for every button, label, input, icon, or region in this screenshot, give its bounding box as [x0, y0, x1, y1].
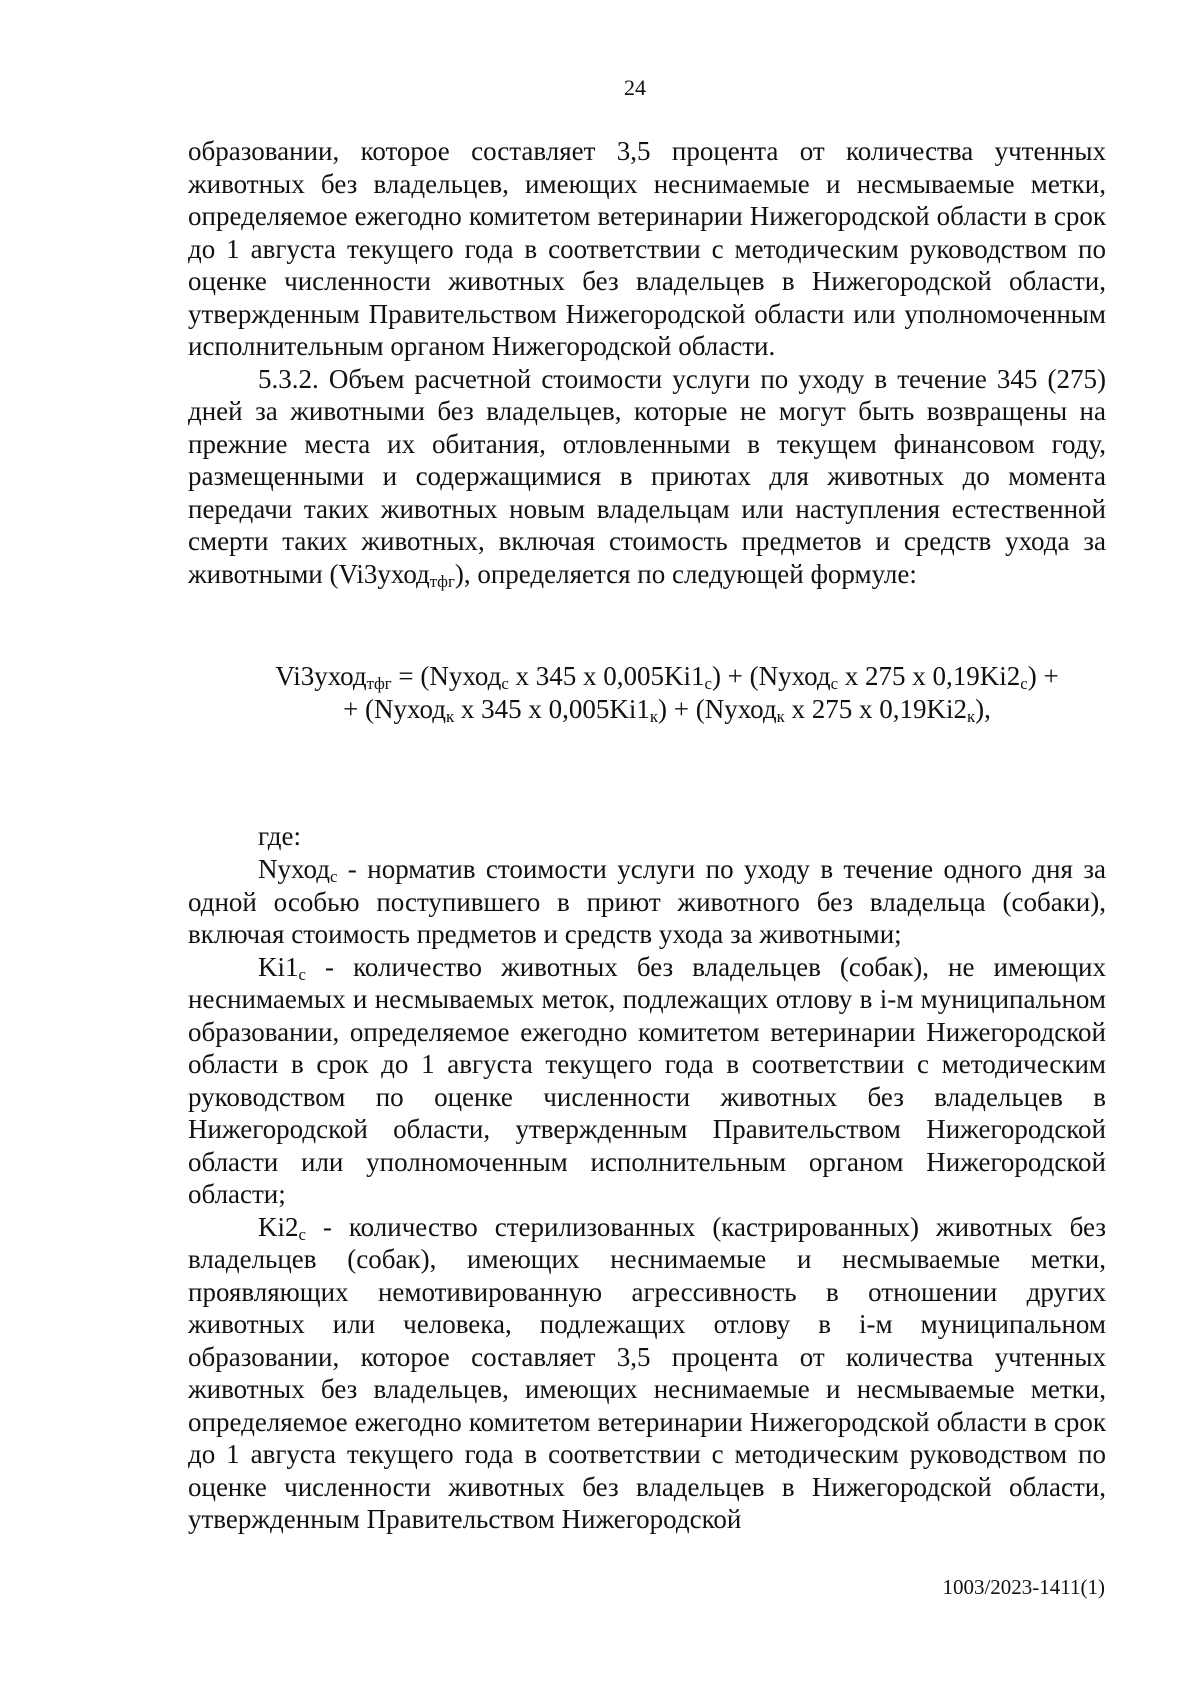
formula-subscript: к — [649, 706, 658, 726]
formula-subscript: к — [445, 706, 455, 726]
formula-part: ) + (Nуход — [711, 661, 831, 691]
definition-ki1 — [188, 951, 1106, 1211]
definition-term: Nуход — [258, 854, 330, 884]
formula-part: ), — [975, 693, 991, 724]
formula-line-1 — [188, 660, 1106, 693]
definition-nuhod — [188, 853, 1106, 951]
formula-part: х 345 х 0,005Ki1 — [508, 661, 705, 691]
paragraph-5-3-2-subscript: тфг — [429, 571, 455, 591]
paragraph-5-3-2 — [188, 363, 1106, 591]
top-text-block — [188, 135, 1106, 590]
definition-subscript: с — [298, 964, 306, 984]
formula-part: ) + (Nуход — [658, 693, 777, 724]
formula-part: х 275 х 0,19Ki2 — [784, 693, 968, 724]
paragraph-continuation: образовании, которое составляет 3,5 процента от количества учтенных животных без владельцев, имеющих неснимаемые и несмываемые метки, определяемое ежегодно комитетом ветеринарии Нижегородской области в срок до 1 августа текущего года в соответствии с методическим руководством по оценке численности животных без владельцев в Нижегородской области, утвержденным Правительством Нижегородской области или уполномоченным исполнительным органом Нижегородской области. — [188, 136, 1106, 361]
paragraph-5-3-2-text: 5.3.2. Объем расчетной стоимости услуги по уходу в течение 345 (275) дней за животными без владельцев, которые не могут быть возвращены на прежние места их обитания, отловленными в текущем финансовом году, размещенными и содержащимися в приютах для животных до момента передачи таких животных новым владельцам или наступления естественной смерти таких животных, включая стоимость предметов и средств ухода за животными (Vi3уход — [188, 363, 1106, 589]
definition-term: Ki2 — [258, 1211, 299, 1242]
formula-subscript: к — [776, 706, 785, 726]
formula-part: = (Nуход — [391, 661, 502, 691]
formula-subscript: с — [1020, 674, 1028, 694]
document-code: 1003/2023-1411(1) — [942, 1575, 1105, 1599]
formula-subscript: с — [501, 674, 509, 694]
formula-part: х 345 х 0,005Ki1 — [454, 693, 650, 724]
formula-part: ) + — [1027, 661, 1059, 691]
formula-subscript: к — [967, 706, 976, 726]
definition-subscript: с — [298, 1224, 306, 1244]
definition-text: - количество животных без владельцев (собак), не имеющих неснимаемых и несмываемых меток, подлежащих отлову в i-м муниципальном образовании, определяемое ежегодно комитетом ветеринарии Нижегородской области в срок до 1 августа текущего года в соответствии с методическим руководством по оценке численности животных без владельцев в Нижегородской области, утвержденным Правительством Нижегородской области или уполномоченным исполнительным органом Нижегородской области; — [188, 951, 1106, 1209]
paragraph-5-3-2-tail: ), определяется по следующей формуле: — [454, 558, 917, 589]
formula-block — [188, 660, 1106, 725]
formula-subscript: тфг — [366, 674, 392, 694]
definition-ki2 — [188, 1211, 1106, 1536]
definition-term: Ki1 — [258, 951, 299, 982]
definition-text: - количество стерилизованных (кастрированных) животных без владельцев (собак), имеющих неснимаемые и несмываемые метки, проявляющих немотивированную агрессивность в отношении других животных или человека, подлежащих отлову в i-м муниципальном образовании, которое составляет 3,5 процента от количества учтенных животных без владельцев, имеющих неснимаемые и несмываемые метки, определяемое ежегодно комитетом ветеринарии Нижегородской области в срок до 1 августа текущего года в соответствии с методическим руководством по оценке численности животных без владельцев в Нижегородской области, утвержденным Правительством Нижегородской — [188, 1211, 1106, 1534]
where-label: где: — [258, 821, 301, 851]
formula-part: Vi3уход — [275, 661, 367, 691]
page-number: 24 — [624, 75, 646, 100]
definition-text: - норматив стоимости услуги по уходу в течение одного дня за одной особью поступившего в приют животного без владельца (собаки), включая стоимость предметов и средств ухода за животными; — [188, 854, 1106, 949]
definitions-block — [188, 853, 1106, 1536]
formula-subscript: с — [830, 674, 839, 694]
definition-subscript: с — [329, 867, 338, 887]
formula-subscript: с — [704, 674, 712, 694]
formula-part: + (Nуход — [343, 693, 446, 724]
formula-part: х 275 х 0,19Ki2 — [838, 661, 1021, 691]
formula-line-2 — [188, 693, 1106, 726]
